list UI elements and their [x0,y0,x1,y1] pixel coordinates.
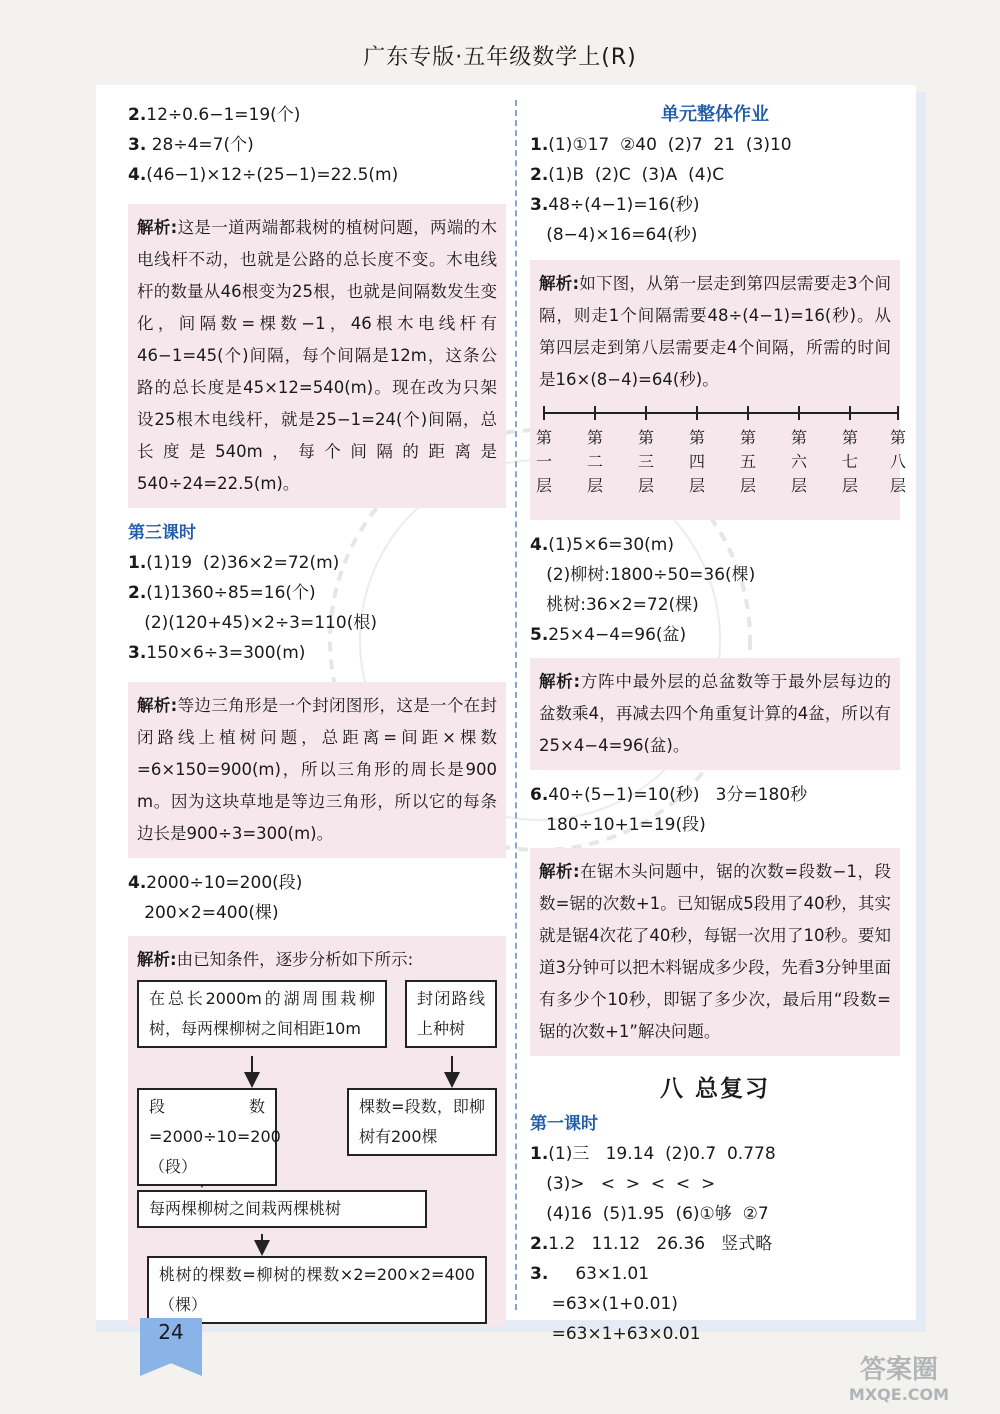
floor-label: 第 七 层 [841,428,858,495]
floor-label: 第 三 层 [637,428,654,495]
analysis-box [128,204,506,508]
answer-line: 180÷10+1=19(段) [530,815,706,835]
page-number: 24 [158,1320,184,1344]
answer-line: 3. 28÷4=7(个) [128,135,254,155]
analysis-box [530,848,900,1056]
page-header: 广东专版·五年级数学上(R) [363,45,637,70]
answer-line: (3)> < > < < > [530,1174,716,1194]
floor-tick [849,406,851,420]
answer-line: 4.(46−1)×12÷(25−1)=22.5(m) [128,165,399,185]
analysis-label: 解析: [539,274,580,293]
flow-box-condition: 在总长2000m的湖周围栽柳树，每两棵柳树之间相距10m [137,980,387,1048]
answer-line: 桃树:36×2=72(棵) [530,595,699,615]
answer-line: 2.1.2 11.12 26.3̇6̇ 竖式略 [530,1234,773,1254]
right-column [530,100,906,1349]
answer-line: 3.48÷(4−1)=16(秒) [530,195,700,215]
floor-tick [594,406,596,420]
floor-label: 第 八 层 [889,428,906,495]
floor-label: 第 一 层 [535,428,552,495]
answer-line: (8−4)×16=64(秒) [530,225,698,245]
answer-line: 1.(1)三 19.14 (2)0.7̇ 0.778 [530,1144,776,1164]
flow-box-segments: 段数=2000÷10=200（段） [137,1088,277,1186]
watermark-text: 答案圈 MXQE.COM [848,1355,950,1404]
answer-line: 6.40÷(5−1)=10(秒) 3分=180秒 [530,785,808,805]
answer-line: 2.(1)B (2)C (3)A (4)C [530,165,725,185]
floor-tick [798,406,800,420]
flow-box-willow-count: 棵数=段数，即柳树有200棵 [347,1088,497,1156]
analysis-text: 在锯木头问题中，锯的次数=段数−1，段数=锯的次数+1。已知锯成5段用了40秒，其实就是锯4次花了40秒，每锯一次用了10秒。要知道3分钟可以把木料锯成多少段，先看3分钟里面有多少个10秒，即锯了多少次，最后用“段数=锯的次数+1”解决问题。 [539,862,891,1041]
analysis-box [128,682,506,858]
answer-line: (2)(120+45)×2÷3=110(根) [128,613,377,633]
analysis-label: 解析: [539,672,581,691]
answer-line: 2.12÷0.6−1=19(个) [128,105,301,125]
floor-tick [747,406,749,420]
analysis-label: 解析: [137,696,178,715]
answer-line: (2)柳树:1800÷50=36(棵) [530,565,756,585]
answer-line: 3.150×6÷3=300(m) [128,643,306,663]
analysis-text: 由已知条件，逐步分析如下所示: [176,950,414,969]
flowchart [137,980,497,1320]
flow-box-peach-count: 桃树的棵数=柳树的棵数×2=200×2=400（棵） [147,1256,487,1324]
chapter-title: 八 总复习 [659,1076,770,1102]
floor-tick [543,406,545,420]
answer-line: =63×(1+0.01) [530,1294,678,1314]
analysis-text: 方阵中最外层的总盆数等于最外层每边的盆数乘4，再减去四个角重复计算的4盆，所以有25×4−4=96(盆)。 [539,672,891,755]
floor-diagram [535,402,906,512]
analysis-label: 解析: [539,862,580,881]
floor-label: 第 四 层 [688,428,705,495]
answer-line: (4)16 (5)1.95 (6)①够 ②7 [530,1204,769,1224]
analysis-label: 解析: [137,950,177,969]
section-title: 第一课时 [530,1114,598,1134]
unit-title: 单元整体作业 [661,104,769,125]
answer-line: 1.(1)①17 ②40 (2)7 21 (3)10 [530,135,792,155]
answer-line: 1.(1)19 (2)36×2=72(m) [128,553,340,573]
section-title: 第三课时 [128,523,196,543]
analysis-text: 这是一道两端都栽树的植树问题，两端的木电线杆不动，也就是公路的总长度不变。木电线杆的数量从46根变为25根，也就是间隔数发生变化，间隔数=棵数−1，46根木电线杆有46−1=45(个)间隔，每个间隔是12m，这条公路的总长度是45×12=540(m)。现在改为只架设25根木电线杆，就是25−1=24(个)间隔，总长度是540m，每个间隔的距离是540÷24=22.5(m)。 [137,218,497,493]
answer-line: 2.(1)1360÷85=16(个) [128,583,316,603]
flow-box-peach-rule: 每两棵柳树之间栽两棵桃树 [137,1190,427,1228]
floor-tick [645,406,647,420]
analysis-text: 等边三角形是一个封闭图形，这是一个在封闭路线上植树问题，总距离=间距×棵数=6×150=900(m)，所以三角形的周长是900 m。因为这块草地是等边三角形，所以它的每条边长是900÷3=300(m)。 [137,696,497,843]
analysis-box [530,260,906,520]
floor-tick [696,406,698,420]
analysis-text: 如下图，从第一层走到第四层需要走3个间隔，则走1个间隔需要48÷(4−1)=16(秒)。从第四层走到第八层需要走4个间隔，所需的时间是16×(8−4)=64(秒)。 [539,274,892,389]
analysis-box [128,936,506,1326]
left-column [128,100,506,1336]
flow-box-closed-route: 封闭路线上种树 [405,980,497,1048]
answer-line: 4.2000÷10=200(段) [128,873,303,893]
analysis-label: 解析: [137,218,178,237]
answer-line: 4.(1)5×6=30(m) [530,535,674,555]
floor-axis [543,412,899,414]
floor-label: 第 六 层 [790,428,807,495]
floor-tick [897,406,899,420]
answer-line: 3. 63×1.01 [530,1264,650,1284]
analysis-box [530,658,900,770]
answer-line: 200×2=400(棵) [128,903,279,923]
floor-label: 第 二 层 [586,428,603,495]
watermark-logo [814,1350,984,1404]
answer-line: 5.25×4−4=96(盆) [530,625,687,645]
answer-line: =63×1+63×0.01 [530,1324,701,1344]
floor-label: 第 五 层 [739,428,756,495]
